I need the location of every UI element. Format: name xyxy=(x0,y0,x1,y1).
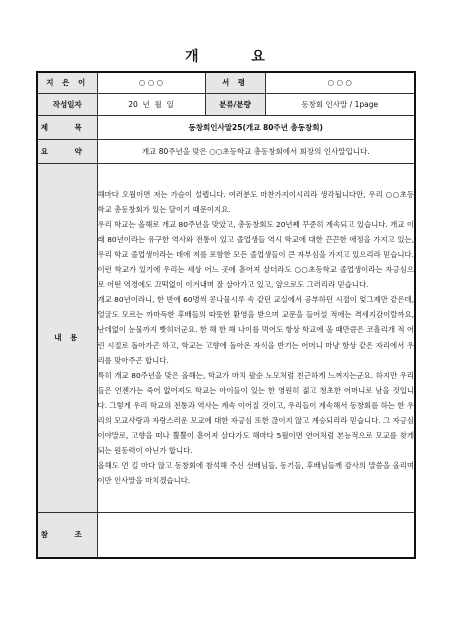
document-form-table xyxy=(36,71,416,559)
date-value: 20 년 월 일 xyxy=(97,93,205,115)
date-row xyxy=(37,93,415,115)
document-title: 개 요 xyxy=(185,49,289,65)
summary-value: 개교 80주년을 맞은 ○○초등학교 총동창회에서 회장의 인사말입니다. xyxy=(97,139,415,163)
content-body xyxy=(97,163,415,512)
subject-value: 동창회인사말25(개교 80주년 총동창회) xyxy=(97,115,415,139)
author-value: ○ ○ ○ xyxy=(97,72,205,93)
reference-row xyxy=(37,512,415,558)
reviewer-label: 서 평 xyxy=(205,72,265,93)
content-paragraph: 개교 80년이라니, 한 반에 60명씩 콩나물시루 속 같던 교실에서 공부하던 시절이 엊그제만 같은데, 얼굴도 모르는 까마득한 후배들의 따뜻한 환영을 받으며 교문을 들어설 적에는 격세지감이랄까요, 난데없이 눈물까지 빳히더군요. 한 해 한 해 나이를 먹어도 항상 학교에 올 때만큼은 코흘리개 적 어린 시절로 돌아가곤 하고, 학교는 고향에 돌아온 자식을 반기는 어머니 마냥 항상 같은 자리에서 우리를 맞아주곤 합니다. xyxy=(97,295,414,365)
content-paragraph: 특히 개교 80주년을 맞은 올해는, 학교가 마치 팔순 노모처럼 친근하게 느껴지는군요. 하지만 우리들은 언젠가는 죽어 없어져도 학교는 아이들이 있는 한 영원히 젊고 청초한 어머니로 남을 것입니다. 그렇게 우리 학교의 전통과 역사는 계속 이어질 것이고, 우리들이 계속해서 동창회를 하는 한 우리의 모교사랑과 자랑스러운 모교에 대한 자긍심 또한 끊이지 않고 계승되리라 믿습니다. 그 자긍심이야말로, 고향을 떠나 뿔뿔이 흩어져 살다가도 해마다 5월이면 연어처럼 본능적으로 모교를 찾게 되는 원동력이 아닌가 합니다. xyxy=(97,370,414,455)
reviewer-value: ○ ○ ○ xyxy=(265,72,415,93)
author-label: 지 은 이 xyxy=(37,72,97,93)
content-row xyxy=(37,163,415,512)
subject-row xyxy=(37,115,415,139)
category-value: 동창회 인사말 / 1page xyxy=(265,93,415,115)
content-paragraph: 해마다 오월이면 저는 가슴이 설렙니다. 여러분도 마찬가지이시리라 생각됩니다만, 우리 ○○초등학교 총동창회가 있는 달이기 때문이지요. xyxy=(97,190,414,215)
summary-row xyxy=(37,139,415,163)
author-row xyxy=(37,72,415,93)
content-label: 내 용 xyxy=(37,163,97,512)
subject-label: 제 목 xyxy=(37,115,97,139)
category-label: 분류/분량 xyxy=(205,93,265,115)
summary-label: 요 약 xyxy=(37,139,97,163)
content-paragraph: 올해도 먼 길 마다 않고 동창회에 참석해 주신 선배님들, 동기들, 후배님들께 감사의 말씀을 올리며 이만 인사말을 마치겠습니다. xyxy=(97,460,414,485)
reference-label: 참 조 xyxy=(37,512,97,558)
date-label: 작성일자 xyxy=(37,93,97,115)
content-paragraph: 우리 학교는 올해로 개교 80주년을 맞았고, 총동창회도 20년째 꾸준히 계속되고 있습니다. 개교 이래 80년이라는 유구한 역사와 전통이 있고 졸업생들 역시 학교에 대한 끈끈한 애정을 가지고 있는, 우리 학교 졸업생이라는 데에 저를 포함한 모든 졸업생들이 큰 자부심을 가지고 있으리라 믿습니다. 이런 학교가 있기에 우리는 세상 어느 곳에 흩어져 살더라도 ○○초등학교 졸업생이라는 자긍심으로 어떤 역경에도 끄떡없이 이겨내며 잘 살아가고 있고, 앞으로도 그러리라 믿습니다. xyxy=(97,220,414,290)
reference-value xyxy=(97,512,415,558)
